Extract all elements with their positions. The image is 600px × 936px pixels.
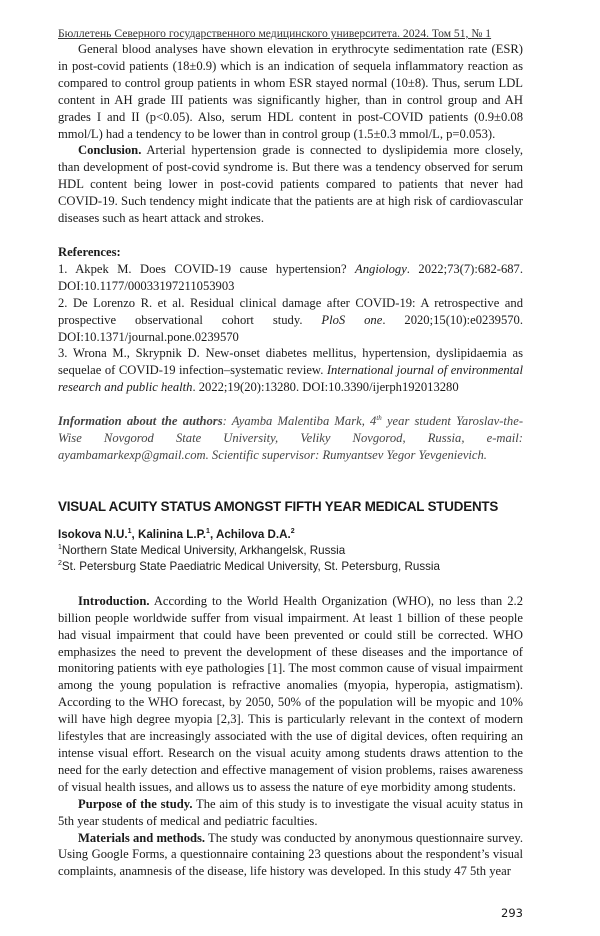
authors-info-label: Information about the authors <box>58 414 223 428</box>
affiliation-text: St. Petersburg State Paediatric Medical University, St. Petersburg, Russia <box>62 560 440 573</box>
ref-journal: PloS one <box>321 313 382 327</box>
author-sup: 1 <box>128 528 132 535</box>
author-sup: 1 <box>206 528 210 535</box>
article-authors: Isokova N.U.1, Kalinina L.P.1, Achilova D.A.2 <box>58 527 523 543</box>
introduction-label: Introduction. <box>78 594 150 608</box>
affiliation-sup: 1 <box>58 544 62 551</box>
affiliation <box>58 543 523 559</box>
authors-info-sup: th <box>376 414 381 422</box>
authors-info-text-2: year student Yaroslav-the-Wise Novgorod State University, Veliky Novgorod, Russia, e-mail: ayambamarkexp@gmail.com. Scientific supervisor: Rumyantsev Yegor Yevgenievich. <box>58 414 523 462</box>
reference-item <box>58 261 523 295</box>
conclusion-paragraph <box>58 142 523 227</box>
introduction-paragraph <box>58 593 523 796</box>
ref-details: . 2020;15(10):e0239570. DOI:10.1371/journal.pone.0239570 <box>58 313 523 344</box>
authors-info-text: : Ayamba Malentiba Mark, 4 <box>223 414 377 428</box>
ref-journal: International journal of environmental research and public health <box>58 363 523 394</box>
affiliation-sup: 2 <box>58 560 62 567</box>
conclusion-label: Conclusion. <box>78 143 141 157</box>
methods-label: Materials and methods. <box>78 831 205 845</box>
purpose-label: Purpose of the study. <box>78 797 192 811</box>
authors-info <box>58 413 523 464</box>
author-name: Achilova D.A. <box>216 528 291 541</box>
ref-details: . 2022;19(20):13280. DOI:10.3390/ijerph192013280 <box>192 380 458 394</box>
ref-text: 3. Wrona M., Skrypnik D. New-onset diabetes mellitus, hypertension, dyslipidaemia as sequelae of COVID-19 infection–systematic review. <box>58 346 523 377</box>
ref-details: . 2022;73(7):682-687. DOI:10.1177/00033197211053903 <box>58 262 523 293</box>
author-sup: 2 <box>291 528 295 535</box>
references-section <box>58 244 523 396</box>
reference-item <box>58 345 523 396</box>
introduction-text: According to the World Health Organization (WHO), no less than 2.2 billion people worldwide suffer from visual impairment. At least 1 billion of these people had visual impairment that could have been prevented or could still be corrected. WHO emphasizes the need to prevent the development of these diseases and the importance of monitoring patients with eye pathologies [1]. The most common cause of visual impairment among the young population is refractive anomalies (myopia, hyperopia, astigmatism). According to the WHO forecast, by 2050, 50% of the population will be myopic and 10% will have high degree myopia [2,3]. This is particularly relevant in the context of modern lifestyles that are increasingly associated with the use of digital devices, often requiring an intense visual effort. Research on the visual acuity among students draws attention to the need for the early detection and effective management of vision problems, raises awareness of visual health issues, and allows us to assess the nature of eye morbidity among students. <box>58 594 523 794</box>
ref-text: 2. De Lorenzo R. et al. Residual clinical damage after COVID-19: A retrospective and prospective observational cohort study. <box>58 296 523 327</box>
author-name: Kalinina L.P. <box>138 528 206 541</box>
page <box>58 0 523 936</box>
reference-item <box>58 295 523 346</box>
affiliation <box>58 559 523 575</box>
methods-paragraph <box>58 830 523 881</box>
author-name: Isokova N.U. <box>58 528 128 541</box>
article-body <box>58 593 523 880</box>
ref-journal: Angiology <box>355 262 407 276</box>
results-paragraph: General blood analyses have shown elevation in erythrocyte sedimentation rate (ESR) in post-covid patients (18±0.9) which is an indication of sequela inflammatory reaction as compared to control group patients in whom ESR stayed normal (10±8). Thus, serum LDL content in AH grade III patients was significantly higher, than in control group and AH grades I and II (p<0.05). Also, serum HDL content in post-COVID patients (0.9±0.08 mmol/L) had a tendency to be lower than in control group (1.5±0.3 mmol/L, p=0.053). <box>58 41 523 142</box>
ref-text: 1. Akpek M. Does COVID-19 cause hypertension? <box>58 262 355 276</box>
purpose-text: The aim of this study is to investigate the visual acuity status in 5th year students of medical and pediatric faculties. <box>58 797 523 828</box>
journal-header: Бюллетень Северного государственного медицинского университета. 2024. Том 51, № 1 <box>58 27 523 41</box>
methods-text: The study was conducted by anonymous questionnaire survey. Using Google Forms, a questionnaire containing 23 questions about the respondent’s visual complaints, anamnesis of the disease, life history was developed. In this study 47 5th year <box>58 831 523 879</box>
purpose-paragraph <box>58 796 523 830</box>
conclusion-text: Arterial hypertension grade is connected to dyslipidemia more closely, than development of post-covid syndrome is. But there was a tendency observed for serum HDL content being lower in post-covid patients compared to patients that never had COVID-19. Such tendency might indicate that the patients are at high risk of cardiovascular diseases such as heart attack and strokes. <box>58 143 523 225</box>
previous-article-body <box>58 41 523 227</box>
article-title: VISUAL ACUITY STATUS AMONGST FIFTH YEAR MEDICAL STUDENTS <box>58 498 523 515</box>
affiliation-text: Northern State Medical University, Arkhangelsk, Russia <box>62 544 345 557</box>
references-heading: References: <box>58 244 523 261</box>
page-number: 293 <box>58 906 523 920</box>
